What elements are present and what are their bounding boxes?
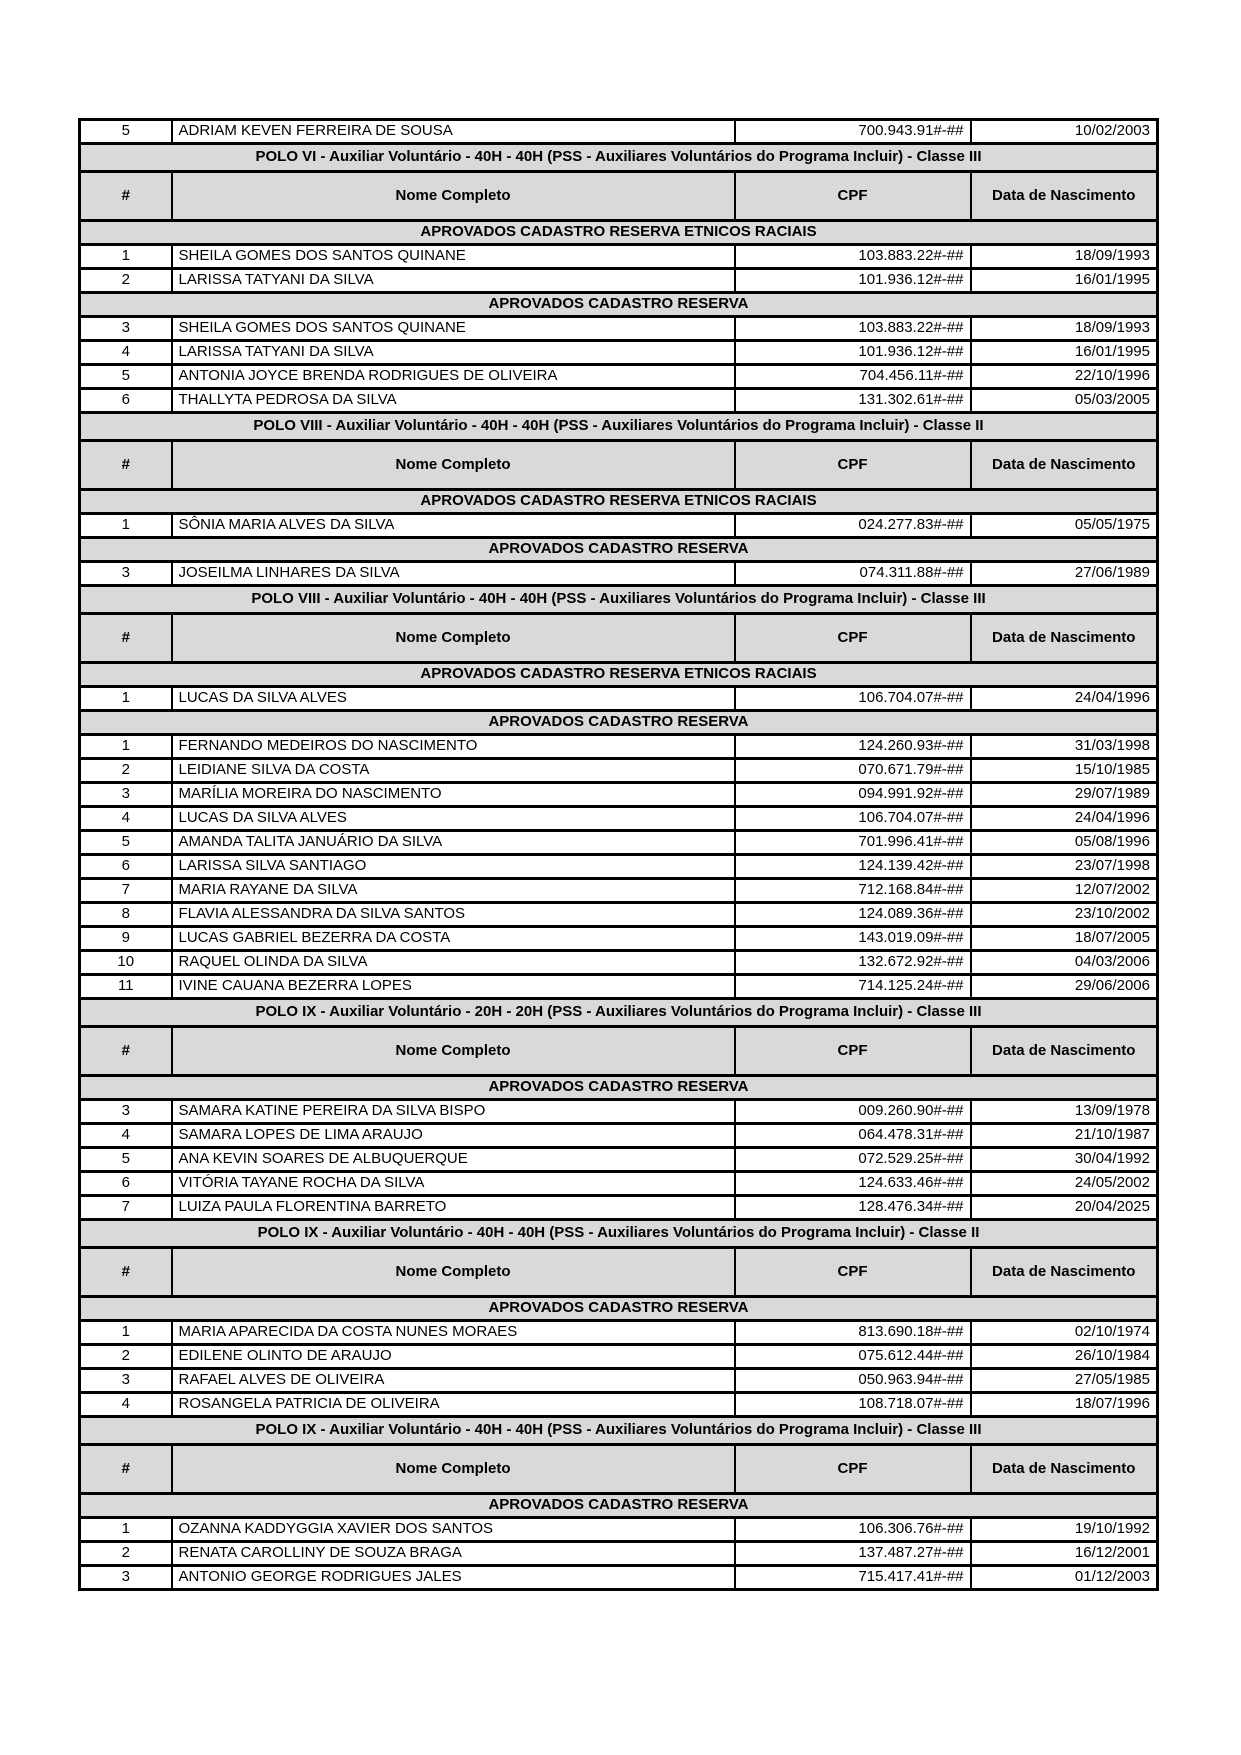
- table-row: [80, 975, 1158, 999]
- table-row: [80, 514, 1158, 538]
- cell-candidate-name: LUCAS DA SILVA ALVES: [172, 687, 735, 711]
- column-header-name: Nome Completo: [172, 1445, 735, 1494]
- table-row: [80, 735, 1158, 759]
- cell-birthdate: 05/03/2005: [971, 389, 1158, 413]
- cell-candidate-name: SÔNIA MARIA ALVES DA SILVA: [172, 514, 735, 538]
- cell-rank: 1: [80, 687, 172, 711]
- cell-cpf: 108.718.07#-##: [735, 1393, 971, 1417]
- polo-section-title: POLO VIII - Auxiliar Voluntário - 40H - 40H (PSS - Auxiliares Voluntários do Programa Incluir) - Classe II: [80, 413, 1158, 441]
- table-row: [80, 855, 1158, 879]
- table-body: [80, 120, 1158, 1590]
- cell-rank: 5: [80, 1148, 172, 1172]
- polo-section-header-row: [80, 1417, 1158, 1445]
- polo-section-title: POLO IX - Auxiliar Voluntário - 20H - 20H (PSS - Auxiliares Voluntários do Programa Incluir) - Classe III: [80, 999, 1158, 1027]
- cell-cpf: 101.936.12#-##: [735, 269, 971, 293]
- cell-cpf: 106.704.07#-##: [735, 687, 971, 711]
- cell-cpf: 712.168.84#-##: [735, 879, 971, 903]
- cell-rank: 3: [80, 317, 172, 341]
- cell-birthdate: 24/04/1996: [971, 687, 1158, 711]
- cell-cpf: 132.672.92#-##: [735, 951, 971, 975]
- cell-birthdate: 18/09/1993: [971, 317, 1158, 341]
- cell-candidate-name: FERNANDO MEDEIROS DO NASCIMENTO: [172, 735, 735, 759]
- cell-candidate-name: RAQUEL OLINDA DA SILVA: [172, 951, 735, 975]
- subsection-title: APROVADOS CADASTRO RESERVA: [80, 1297, 1158, 1321]
- cell-candidate-name: LARISSA SILVA SANTIAGO: [172, 855, 735, 879]
- column-header-dob: Data de Nascimento: [971, 441, 1158, 490]
- cell-candidate-name: OZANNA KADDYGGIA XAVIER DOS SANTOS: [172, 1518, 735, 1542]
- cell-rank: 2: [80, 1542, 172, 1566]
- cell-rank: 5: [80, 365, 172, 389]
- cell-rank: 6: [80, 1172, 172, 1196]
- cell-candidate-name: LUCAS GABRIEL BEZERRA DA COSTA: [172, 927, 735, 951]
- column-header-cpf: CPF: [735, 1027, 971, 1076]
- table-row: [80, 1196, 1158, 1220]
- cell-rank: 8: [80, 903, 172, 927]
- cell-cpf: 009.260.90#-##: [735, 1100, 971, 1124]
- cell-candidate-name: VITÓRIA TAYANE ROCHA DA SILVA: [172, 1172, 735, 1196]
- cell-birthdate: 31/03/1998: [971, 735, 1158, 759]
- cell-cpf: 128.476.34#-##: [735, 1196, 971, 1220]
- cell-birthdate: 18/09/1993: [971, 245, 1158, 269]
- cell-cpf: 124.260.93#-##: [735, 735, 971, 759]
- cell-rank: 10: [80, 951, 172, 975]
- table-row: [80, 1124, 1158, 1148]
- column-header-name: Nome Completo: [172, 441, 735, 490]
- cell-cpf: 137.487.27#-##: [735, 1542, 971, 1566]
- table-row: [80, 831, 1158, 855]
- subsection-title: APROVADOS CADASTRO RESERVA: [80, 711, 1158, 735]
- table-row: [80, 269, 1158, 293]
- cell-rank: 2: [80, 759, 172, 783]
- column-header-cpf: CPF: [735, 172, 971, 221]
- polo-section-title: POLO IX - Auxiliar Voluntário - 40H - 40H (PSS - Auxiliares Voluntários do Programa Incluir) - Classe III: [80, 1417, 1158, 1445]
- cell-birthdate: 21/10/1987: [971, 1124, 1158, 1148]
- cell-cpf: 704.456.11#-##: [735, 365, 971, 389]
- table-row: [80, 120, 1158, 144]
- cell-rank: 7: [80, 1196, 172, 1220]
- cell-candidate-name: ROSANGELA PATRICIA DE OLIVEIRA: [172, 1393, 735, 1417]
- column-header-cpf: CPF: [735, 441, 971, 490]
- table-row: [80, 807, 1158, 831]
- table-row: [80, 903, 1158, 927]
- cell-cpf: 103.883.22#-##: [735, 317, 971, 341]
- cell-rank: 4: [80, 807, 172, 831]
- cell-candidate-name: LEIDIANE SILVA DA COSTA: [172, 759, 735, 783]
- cell-cpf: 101.936.12#-##: [735, 341, 971, 365]
- table-row: [80, 927, 1158, 951]
- cell-rank: 2: [80, 1345, 172, 1369]
- cell-rank: 3: [80, 562, 172, 586]
- cell-candidate-name: JOSEILMA LINHARES DA SILVA: [172, 562, 735, 586]
- cell-birthdate: 10/02/2003: [971, 120, 1158, 144]
- subsection-header-row: [80, 1297, 1158, 1321]
- subsection-header-row: [80, 1494, 1158, 1518]
- cell-cpf: 070.671.79#-##: [735, 759, 971, 783]
- column-header-num: #: [80, 614, 172, 663]
- cell-rank: 9: [80, 927, 172, 951]
- cell-candidate-name: MARIA APARECIDA DA COSTA NUNES MORAES: [172, 1321, 735, 1345]
- cell-candidate-name: ANA KEVIN SOARES DE ALBUQUERQUE: [172, 1148, 735, 1172]
- subsection-title: APROVADOS CADASTRO RESERVA ETNICOS RACIAIS: [80, 221, 1158, 245]
- table-row: [80, 1321, 1158, 1345]
- cell-birthdate: 23/07/1998: [971, 855, 1158, 879]
- cell-cpf: 094.991.92#-##: [735, 783, 971, 807]
- table-row: [80, 341, 1158, 365]
- cell-cpf: 064.478.31#-##: [735, 1124, 971, 1148]
- cell-rank: 11: [80, 975, 172, 999]
- polo-section-header-row: [80, 586, 1158, 614]
- table-row: [80, 759, 1158, 783]
- approved-candidates-table: [78, 118, 1159, 1591]
- cell-birthdate: 29/07/1989: [971, 783, 1158, 807]
- column-header-num: #: [80, 1445, 172, 1494]
- subsection-title: APROVADOS CADASTRO RESERVA ETNICOS RACIAIS: [80, 663, 1158, 687]
- cell-candidate-name: RENATA CAROLLINY DE SOUZA BRAGA: [172, 1542, 735, 1566]
- polo-section-header-row: [80, 999, 1158, 1027]
- cell-candidate-name: SHEILA GOMES DOS SANTOS QUINANE: [172, 317, 735, 341]
- cell-birthdate: 12/07/2002: [971, 879, 1158, 903]
- cell-birthdate: 04/03/2006: [971, 951, 1158, 975]
- cell-birthdate: 20/04/2025: [971, 1196, 1158, 1220]
- polo-section-title: POLO VI - Auxiliar Voluntário - 40H - 40H (PSS - Auxiliares Voluntários do Programa Incluir) - Classe III: [80, 144, 1158, 172]
- column-header-cpf: CPF: [735, 614, 971, 663]
- cell-cpf: 701.996.41#-##: [735, 831, 971, 855]
- table-row: [80, 1100, 1158, 1124]
- table-row: [80, 1393, 1158, 1417]
- cell-candidate-name: IVINE CAUANA BEZERRA LOPES: [172, 975, 735, 999]
- cell-candidate-name: ANTONIO GEORGE RODRIGUES JALES: [172, 1566, 735, 1590]
- column-header-name: Nome Completo: [172, 1027, 735, 1076]
- cell-rank: 1: [80, 514, 172, 538]
- subsection-header-row: [80, 711, 1158, 735]
- table-row: [80, 879, 1158, 903]
- cell-candidate-name: AMANDA TALITA JANUÁRIO DA SILVA: [172, 831, 735, 855]
- cell-candidate-name: ANTONIA JOYCE BRENDA RODRIGUES DE OLIVEIRA: [172, 365, 735, 389]
- cell-rank: 7: [80, 879, 172, 903]
- cell-candidate-name: LARISSA TATYANI DA SILVA: [172, 341, 735, 365]
- cell-candidate-name: THALLYTA PEDROSA DA SILVA: [172, 389, 735, 413]
- subsection-title: APROVADOS CADASTRO RESERVA ETNICOS RACIAIS: [80, 490, 1158, 514]
- table-row: [80, 365, 1158, 389]
- cell-birthdate: 24/04/1996: [971, 807, 1158, 831]
- table-row: [80, 562, 1158, 586]
- column-header-row: [80, 172, 1158, 221]
- cell-birthdate: 05/05/1975: [971, 514, 1158, 538]
- cell-birthdate: 16/12/2001: [971, 1542, 1158, 1566]
- subsection-header-row: [80, 293, 1158, 317]
- column-header-num: #: [80, 441, 172, 490]
- cell-cpf: 072.529.25#-##: [735, 1148, 971, 1172]
- cell-rank: 2: [80, 269, 172, 293]
- cell-cpf: 124.139.42#-##: [735, 855, 971, 879]
- cell-rank: 5: [80, 831, 172, 855]
- cell-cpf: 131.302.61#-##: [735, 389, 971, 413]
- subsection-header-row: [80, 490, 1158, 514]
- cell-rank: 3: [80, 1369, 172, 1393]
- cell-cpf: 074.311.88#-##: [735, 562, 971, 586]
- column-header-row: [80, 1027, 1158, 1076]
- cell-rank: 4: [80, 341, 172, 365]
- polo-section-title: POLO VIII - Auxiliar Voluntário - 40H - 40H (PSS - Auxiliares Voluntários do Programa Incluir) - Classe III: [80, 586, 1158, 614]
- table-row: [80, 1518, 1158, 1542]
- cell-rank: 1: [80, 735, 172, 759]
- cell-candidate-name: EDILENE OLINTO DE ARAUJO: [172, 1345, 735, 1369]
- cell-birthdate: 15/10/1985: [971, 759, 1158, 783]
- cell-candidate-name: MARIA RAYANE DA SILVA: [172, 879, 735, 903]
- column-header-row: [80, 1248, 1158, 1297]
- cell-candidate-name: FLAVIA ALESSANDRA DA SILVA SANTOS: [172, 903, 735, 927]
- column-header-num: #: [80, 172, 172, 221]
- cell-birthdate: 27/06/1989: [971, 562, 1158, 586]
- cell-candidate-name: ADRIAM KEVEN FERREIRA DE SOUSA: [172, 120, 735, 144]
- cell-birthdate: 30/04/1992: [971, 1148, 1158, 1172]
- subsection-title: APROVADOS CADASTRO RESERVA: [80, 1494, 1158, 1518]
- polo-section-header-row: [80, 144, 1158, 172]
- cell-birthdate: 01/12/2003: [971, 1566, 1158, 1590]
- cell-rank: 3: [80, 1100, 172, 1124]
- table-row: [80, 783, 1158, 807]
- cell-birthdate: 13/09/1978: [971, 1100, 1158, 1124]
- table-row: [80, 951, 1158, 975]
- cell-candidate-name: LARISSA TATYANI DA SILVA: [172, 269, 735, 293]
- cell-cpf: 715.417.41#-##: [735, 1566, 971, 1590]
- cell-candidate-name: LUIZA PAULA FLORENTINA BARRETO: [172, 1196, 735, 1220]
- cell-rank: 1: [80, 1518, 172, 1542]
- cell-cpf: 124.089.36#-##: [735, 903, 971, 927]
- cell-birthdate: 22/10/1996: [971, 365, 1158, 389]
- cell-cpf: 714.125.24#-##: [735, 975, 971, 999]
- table-row: [80, 1345, 1158, 1369]
- table-row: [80, 245, 1158, 269]
- cell-birthdate: 05/08/1996: [971, 831, 1158, 855]
- column-header-dob: Data de Nascimento: [971, 1027, 1158, 1076]
- column-header-num: #: [80, 1248, 172, 1297]
- table-row: [80, 1369, 1158, 1393]
- column-header-row: [80, 1445, 1158, 1494]
- cell-rank: 1: [80, 245, 172, 269]
- polo-section-header-row: [80, 413, 1158, 441]
- cell-birthdate: 18/07/2005: [971, 927, 1158, 951]
- table-row: [80, 687, 1158, 711]
- subsection-title: APROVADOS CADASTRO RESERVA: [80, 293, 1158, 317]
- cell-candidate-name: RAFAEL ALVES DE OLIVEIRA: [172, 1369, 735, 1393]
- column-header-cpf: CPF: [735, 1445, 971, 1494]
- table-row: [80, 389, 1158, 413]
- polo-section-title: POLO IX - Auxiliar Voluntário - 40H - 40H (PSS - Auxiliares Voluntários do Programa Incluir) - Classe II: [80, 1220, 1158, 1248]
- cell-rank: 6: [80, 389, 172, 413]
- cell-candidate-name: SHEILA GOMES DOS SANTOS QUINANE: [172, 245, 735, 269]
- cell-rank: 6: [80, 855, 172, 879]
- column-header-dob: Data de Nascimento: [971, 172, 1158, 221]
- cell-rank: 4: [80, 1393, 172, 1417]
- subsection-header-row: [80, 538, 1158, 562]
- cell-cpf: 124.633.46#-##: [735, 1172, 971, 1196]
- cell-cpf: 106.704.07#-##: [735, 807, 971, 831]
- subsection-title: APROVADOS CADASTRO RESERVA: [80, 1076, 1158, 1100]
- subsection-header-row: [80, 1076, 1158, 1100]
- table-row: [80, 317, 1158, 341]
- cell-cpf: 075.612.44#-##: [735, 1345, 971, 1369]
- column-header-row: [80, 441, 1158, 490]
- cell-birthdate: 23/10/2002: [971, 903, 1158, 927]
- cell-candidate-name: SAMARA KATINE PEREIRA DA SILVA BISPO: [172, 1100, 735, 1124]
- cell-cpf: 050.963.94#-##: [735, 1369, 971, 1393]
- table-row: [80, 1148, 1158, 1172]
- cell-birthdate: 16/01/1995: [971, 269, 1158, 293]
- subsection-title: APROVADOS CADASTRO RESERVA: [80, 538, 1158, 562]
- table-row: [80, 1566, 1158, 1590]
- cell-rank: 3: [80, 783, 172, 807]
- cell-rank: 4: [80, 1124, 172, 1148]
- subsection-header-row: [80, 663, 1158, 687]
- cell-birthdate: 16/01/1995: [971, 341, 1158, 365]
- column-header-dob: Data de Nascimento: [971, 614, 1158, 663]
- cell-birthdate: 18/07/1996: [971, 1393, 1158, 1417]
- cell-cpf: 143.019.09#-##: [735, 927, 971, 951]
- column-header-dob: Data de Nascimento: [971, 1248, 1158, 1297]
- cell-cpf: 103.883.22#-##: [735, 245, 971, 269]
- column-header-row: [80, 614, 1158, 663]
- column-header-cpf: CPF: [735, 1248, 971, 1297]
- cell-birthdate: 02/10/1974: [971, 1321, 1158, 1345]
- cell-candidate-name: MARÍLIA MOREIRA DO NASCIMENTO: [172, 783, 735, 807]
- cell-birthdate: 24/05/2002: [971, 1172, 1158, 1196]
- subsection-header-row: [80, 221, 1158, 245]
- cell-cpf: 106.306.76#-##: [735, 1518, 971, 1542]
- table-row: [80, 1542, 1158, 1566]
- cell-candidate-name: SAMARA LOPES DE LIMA ARAUJO: [172, 1124, 735, 1148]
- cell-cpf: 700.943.91#-##: [735, 120, 971, 144]
- column-header-num: #: [80, 1027, 172, 1076]
- table-row: [80, 1172, 1158, 1196]
- cell-candidate-name: LUCAS DA SILVA ALVES: [172, 807, 735, 831]
- column-header-name: Nome Completo: [172, 1248, 735, 1297]
- cell-cpf: 813.690.18#-##: [735, 1321, 971, 1345]
- cell-birthdate: 29/06/2006: [971, 975, 1158, 999]
- cell-rank: 5: [80, 120, 172, 144]
- cell-birthdate: 26/10/1984: [971, 1345, 1158, 1369]
- cell-birthdate: 19/10/1992: [971, 1518, 1158, 1542]
- column-header-name: Nome Completo: [172, 172, 735, 221]
- cell-rank: 3: [80, 1566, 172, 1590]
- cell-rank: 1: [80, 1321, 172, 1345]
- column-header-dob: Data de Nascimento: [971, 1445, 1158, 1494]
- cell-birthdate: 27/05/1985: [971, 1369, 1158, 1393]
- column-header-name: Nome Completo: [172, 614, 735, 663]
- polo-section-header-row: [80, 1220, 1158, 1248]
- cell-cpf: 024.277.83#-##: [735, 514, 971, 538]
